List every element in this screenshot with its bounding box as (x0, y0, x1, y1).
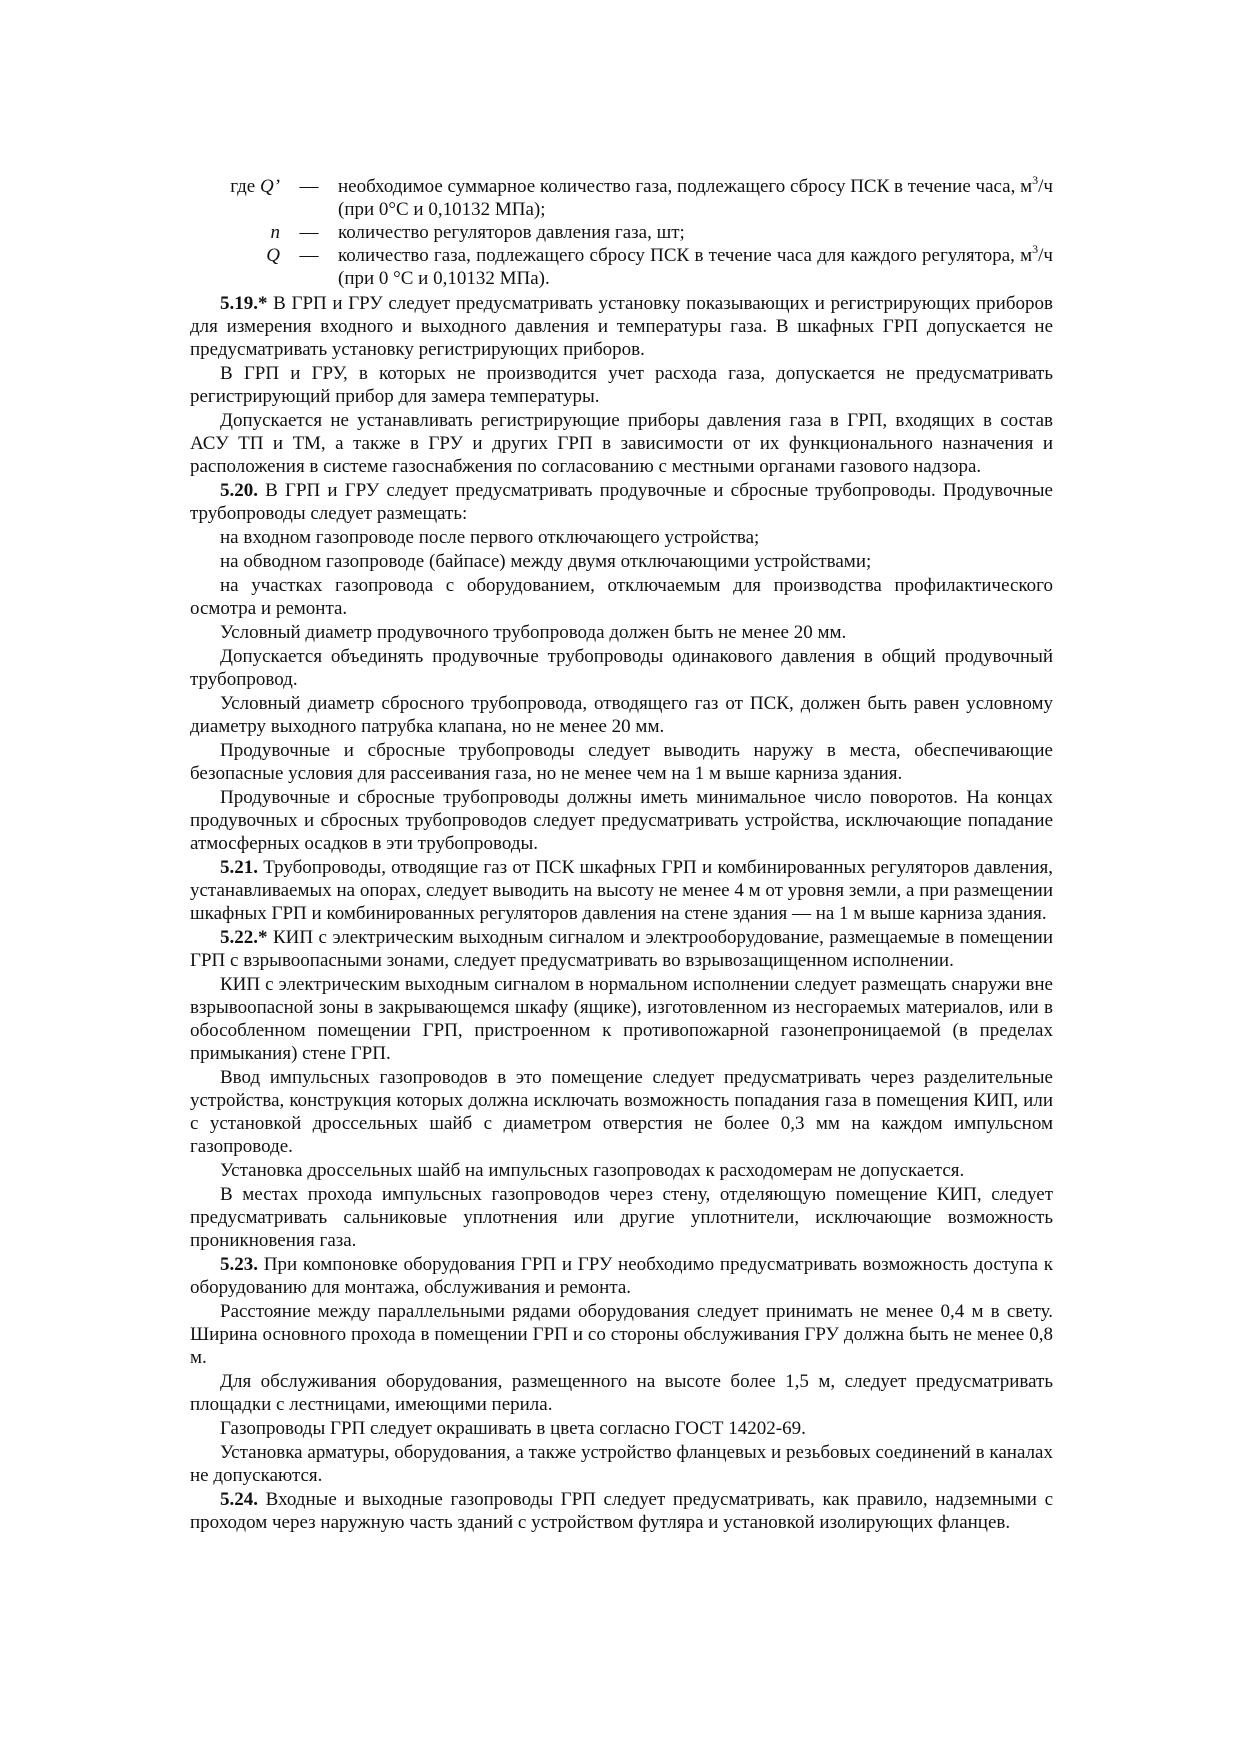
paragraph (190, 1183, 1053, 1252)
clause-number: 5.22.* (220, 927, 268, 948)
paragraph-5-21 (190, 856, 1053, 925)
paragraph (190, 739, 1053, 785)
paragraph-text: на входном газопроводе после первого отключающего устройства; (220, 527, 760, 548)
paragraph-5-19 (190, 292, 1053, 361)
paragraph-text: Трубопроводы, отводящие газ от ПСК шкафных ГРП и комбинированных регуляторов давления, устанавливаемых на опорах, следует выводить на высоту не менее 4 м от уровня земли, а при размещении шкафных ГРП и комбинированных регуляторов давления на стене здания — на 1 м выше карниза здания. (190, 857, 1053, 924)
paragraph (190, 973, 1053, 1065)
definition-row (190, 221, 1053, 244)
paragraph-text: В местах прохода импульсных газопроводов через стену, отделяющую помещение КИП, следует предусматривать сальниковые уплотнения или другие уплотнители, исключающие возможность проникновения газа. (190, 1184, 1053, 1251)
paragraph-text: Допускается объединять продувочные трубопроводы одинакового давления в общий продувочный трубопровод. (190, 646, 1053, 690)
paragraph (190, 1300, 1053, 1369)
paragraph-text: на обводном газопроводе (байпасе) между двумя отключающими устройствами; (220, 551, 872, 572)
document-page (190, 172, 1053, 1535)
definition-text-part: количество регуляторов давления газа, шт; (338, 222, 685, 243)
formula-definitions (190, 172, 1053, 290)
definition-text-part: /ч (при 0°С и 0,10132 МПа); (338, 176, 1053, 220)
paragraph (190, 645, 1053, 691)
clause-number: 5.21. (220, 857, 258, 878)
paragraph-text: В ГРП и ГРУ следует предусматривать продувочные и сбросные трубопроводы. Продувочные трубопроводы следует размещать: (190, 480, 1053, 524)
paragraph (190, 574, 1053, 620)
definition-prefix: где (230, 176, 260, 197)
paragraph-text: Условный диаметр продувочного трубопровода должен быть не менее 20 мм. (220, 622, 847, 643)
definition-row (190, 172, 1053, 221)
definition-text (338, 172, 1053, 221)
paragraph-text: Для обслуживания оборудования, размещенного на высоте более 1,5 м, следует предусматривать площадки с лестницами, имеющими перила. (190, 1371, 1053, 1415)
definition-text (338, 221, 1053, 244)
paragraph-5-24 (190, 1488, 1053, 1534)
paragraph-text: Ввод импульсных газопроводов в это помещение следует предусматривать через разделительные устройства, конструкция которых должна исключать возможность попадания газа в помещения КИП, или с установкой дроссельных шайб с диаметром отверстия не более 0,3 мм на каждом импульсном газопроводе. (190, 1067, 1053, 1157)
paragraph-text: КИП с электрическим выходным сигналом в нормальном исполнении следует размещать снаружи вне взрывоопасной зоны в закрывающемся шкафу (ящике), изготовленном из несгораемых материалов, или в обособленном помещении ГРП, пристроенном к противопожарной газонепроницаемой (в пределах примыкания) стене ГРП. (190, 974, 1053, 1064)
superscript: 3 (1032, 172, 1039, 187)
paragraph-text: Условный диаметр сбросного трубопровода, отводящего газ от ПСК, должен быть равен условному диаметру выходного патрубка клапана, но не менее 20 мм. (190, 693, 1053, 737)
clause-number: 5.23. (220, 1254, 258, 1275)
paragraph (190, 786, 1053, 855)
superscript: 3 (1032, 241, 1039, 256)
paragraph-text: В ГРП и ГРУ, в которых не производится учет расхода газа, допускается не предусматривать регистрирующий прибор для замера температуры. (190, 363, 1053, 407)
paragraph-text: на участках газопровода с оборудованием, отключаемым для производства профилактического осмотра и ремонта. (190, 575, 1053, 619)
definition-dash: — (299, 245, 319, 266)
definition-row (190, 241, 1053, 290)
paragraph-5-23 (190, 1253, 1053, 1299)
paragraph (190, 1441, 1053, 1487)
paragraph-text: Допускается не устанавливать регистрирующие приборы давления газа в ГРП, входящих в состав АСУ ТП и ТМ, а также в ГРУ и других ГРП в зависимости от их функционального назначения и расположения в системе газоснабжения по согласованию с местными органами газового надзора. (190, 410, 1053, 477)
paragraph-text: При компоновке оборудования ГРП и ГРУ необходимо предусматривать возможность доступа к оборудованию для монтажа, обслуживания и ремонта. (190, 1254, 1053, 1298)
definition-text-part: количество газа, подлежащего сбросу ПСК в течение часа для каждого регулятора, м (338, 245, 1033, 266)
paragraph-text: Установка арматуры, оборудования, а также устройство фланцевых и резьбовых соединений в каналах не допускаются. (190, 1442, 1053, 1486)
paragraph-text: Продувочные и сбросные трубопроводы следует выводить наружу в места, обеспечивающие безопасные условия для рассеивания газа, но не менее чем на 1 м выше карниза здания. (190, 740, 1053, 784)
symbol-q: Q (266, 245, 280, 266)
clause-number: 5.19.* (220, 293, 268, 314)
symbol-n: n (270, 222, 280, 243)
definition-symbol (190, 175, 280, 198)
paragraph-text: КИП с электрическим выходным сигналом и электрооборудование, размещаемые в помещении ГРП с взрывоопасными зонами, следует предусматривать во взрывозащищенном исполнении. (190, 927, 1053, 971)
definition-text (338, 241, 1053, 290)
paragraph (190, 1370, 1053, 1416)
definition-text-part: /ч (при 0 °С и 0,10132 МПа). (338, 245, 1053, 289)
paragraph-text: Установка дроссельных шайб на импульсных газопроводах к расходомерам не допускается. (220, 1160, 965, 1181)
paragraph (190, 692, 1053, 738)
paragraph-text: Продувочные и сбросные трубопроводы должны иметь минимальное число поворотов. На концах продувочных и сбросных трубопроводов следует предусматривать устройства, исключающие попадание атмосферных осадков в эти трубопроводы. (190, 787, 1053, 854)
paragraph-text: В ГРП и ГРУ следует предусматривать установку показывающих и регистрирующих приборов для измерения входного и выходного давления и температуры газа. В шкафных ГРП допускается не предусматривать установку регистрирующих приборов. (190, 293, 1053, 360)
clause-number: 5.24. (220, 1489, 258, 1510)
paragraph-text: Расстояние между параллельными рядами оборудования следует принимать не менее 0,4 м в свету. Ширина основного прохода в помещении ГРП и со стороны обслуживания ГРУ должна быть не менее 0,8 м. (190, 1301, 1053, 1368)
symbol-q-prime: Q’ (259, 176, 280, 197)
paragraph-text: Газопроводы ГРП следует окрашивать в цвета согласно ГОСТ 14202-69. (220, 1418, 806, 1439)
paragraph (190, 621, 1053, 644)
body-text (190, 292, 1053, 1534)
paragraph-5-22 (190, 926, 1053, 972)
paragraph (190, 1159, 1053, 1182)
paragraph (190, 1066, 1053, 1158)
paragraph (190, 526, 1053, 549)
paragraph-5-20 (190, 479, 1053, 525)
definition-text-part: необходимое суммарное количество газа, подлежащего сбросу ПСК в течение часа, м (338, 176, 1033, 197)
paragraph (190, 550, 1053, 573)
paragraph (190, 1417, 1053, 1440)
definition-symbol (190, 221, 280, 244)
definition-symbol (190, 244, 280, 267)
paragraph (190, 362, 1053, 408)
paragraph-text: Входные и выходные газопроводы ГРП следует предусматривать, как правило, надземными с проходом через наружную часть зданий с устройством футляра и установкой изолирующих фланцев. (190, 1489, 1053, 1533)
paragraph (190, 409, 1053, 478)
definition-dash: — (299, 222, 319, 243)
definition-dash: — (299, 176, 319, 197)
clause-number: 5.20. (220, 480, 258, 501)
